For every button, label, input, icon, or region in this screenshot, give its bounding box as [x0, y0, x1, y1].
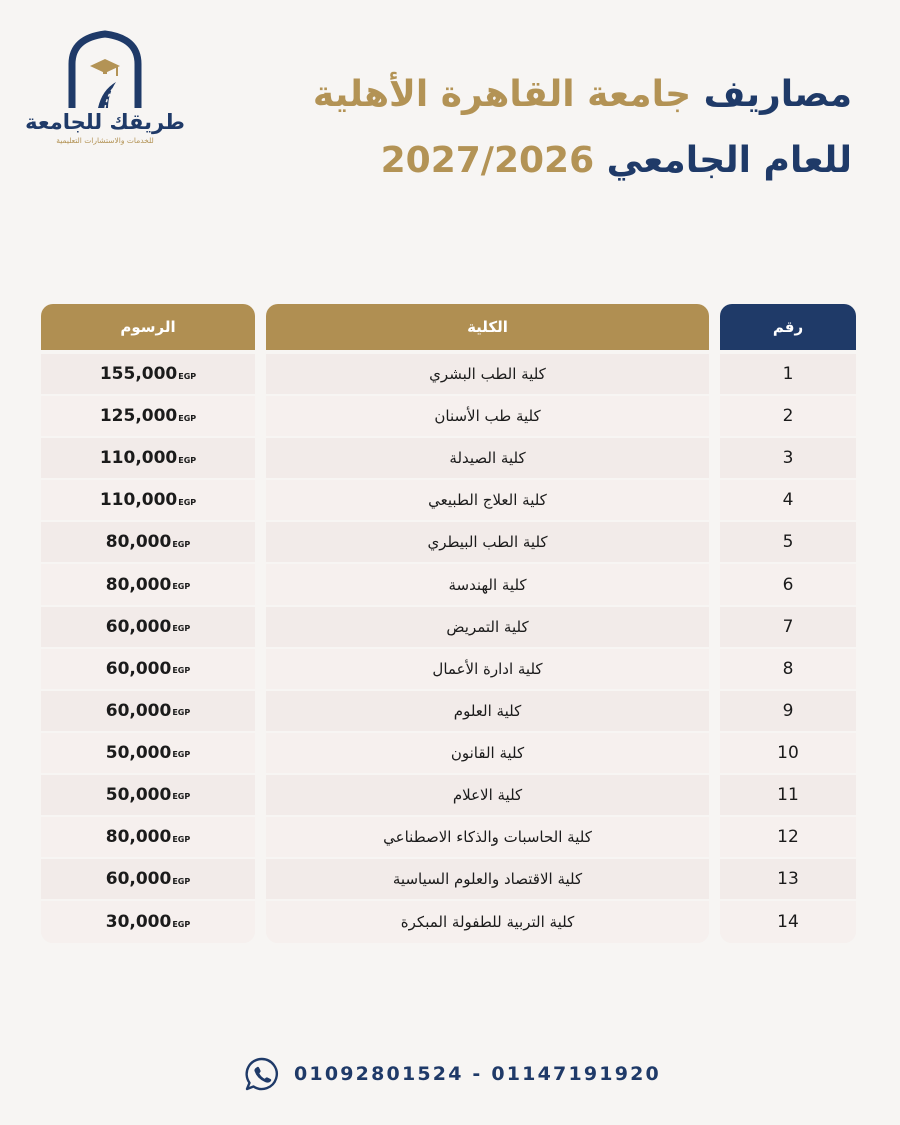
faculty-column-body — [266, 354, 709, 943]
fee-value: 60,000 — [105, 658, 172, 679]
fee-cell — [41, 775, 255, 817]
faculty-name: كلية الهندسة — [266, 564, 709, 606]
currency-label: EGP — [172, 666, 191, 676]
row-number: 1 — [720, 354, 856, 396]
row-number: 2 — [720, 396, 856, 438]
number-column-body — [720, 354, 856, 943]
fee-value: 50,000 — [105, 742, 172, 763]
whatsapp-icon — [244, 1056, 280, 1092]
number-header: رقم — [720, 304, 856, 350]
faculty-name: كلية التربية للطفولة المبكرة — [266, 901, 709, 943]
fee-value: 80,000 — [105, 532, 172, 553]
fee-value: 80,000 — [105, 574, 172, 595]
row-number: 7 — [720, 607, 856, 649]
currency-label: EGP — [172, 624, 191, 634]
brand-name: طريقك للجامعة — [25, 110, 185, 134]
phone-numbers[interactable]: 01092801524 - 01147191920 — [294, 1063, 661, 1085]
fee-value: 60,000 — [105, 700, 172, 721]
fee-cell — [41, 691, 255, 733]
faculty-name: كلية القانون — [266, 733, 709, 775]
page-title — [313, 62, 852, 194]
currency-label: EGP — [172, 750, 191, 760]
contact-footer — [244, 1054, 661, 1094]
fee-cell — [41, 733, 255, 775]
row-number: 4 — [720, 480, 856, 522]
fees-column-body — [41, 354, 255, 943]
fee-value: 110,000 — [99, 490, 178, 511]
fee-cell — [41, 354, 255, 396]
faculty-column — [266, 304, 709, 943]
title-prefix: مصاريف — [691, 74, 852, 115]
row-number: 6 — [720, 564, 856, 606]
fee-cell — [41, 396, 255, 438]
fee-cell — [41, 522, 255, 564]
academic-year: 2027/2026 — [380, 140, 595, 181]
fee-cell — [41, 649, 255, 691]
faculty-name: كلية الطب البيطري — [266, 522, 709, 564]
fee-value: 155,000 — [99, 364, 178, 385]
faculty-name: كلية الحاسبات والذكاء الاصطناعي — [266, 817, 709, 859]
fee-value: 110,000 — [99, 448, 178, 469]
fee-cell — [41, 480, 255, 522]
university-road-icon — [60, 30, 150, 110]
faculty-name: كلية العلاج الطبيعي — [266, 480, 709, 522]
brand-logo — [25, 30, 185, 155]
fees-column — [41, 304, 255, 943]
currency-label: EGP — [172, 708, 191, 718]
row-number: 9 — [720, 691, 856, 733]
currency-label: EGP — [172, 919, 191, 929]
row-number: 14 — [720, 901, 856, 943]
currency-label: EGP — [172, 834, 191, 844]
number-column — [720, 304, 856, 943]
row-number: 10 — [720, 733, 856, 775]
faculty-name: كلية الاقتصاد والعلوم السياسية — [266, 859, 709, 901]
row-number: 12 — [720, 817, 856, 859]
fee-cell — [41, 564, 255, 606]
faculty-name: كلية التمريض — [266, 607, 709, 649]
title-line-2 — [313, 128, 852, 194]
row-number: 11 — [720, 775, 856, 817]
fee-value: 80,000 — [105, 827, 172, 848]
university-name: جامعة القاهرة الأهلية — [312, 74, 692, 115]
currency-label: EGP — [172, 792, 191, 802]
faculty-name: كلية الطب البشري — [266, 354, 709, 396]
row-number: 13 — [720, 859, 856, 901]
faculty-name: كلية الصيدلة — [266, 438, 709, 480]
faculty-name: كلية طب الأسنان — [266, 396, 709, 438]
year-prefix: للعام الجامعي — [594, 140, 852, 181]
faculty-name: كلية ادارة الأعمال — [266, 649, 709, 691]
fee-value: 50,000 — [105, 784, 172, 805]
currency-label: EGP — [172, 582, 191, 592]
fee-value: 30,000 — [105, 912, 172, 933]
fee-cell — [41, 859, 255, 901]
faculty-header: الكلية — [266, 304, 709, 350]
fees-header: الرسوم — [41, 304, 255, 350]
faculty-name: كلية العلوم — [266, 691, 709, 733]
row-number: 5 — [720, 522, 856, 564]
currency-label: EGP — [178, 497, 197, 507]
fee-cell — [41, 901, 255, 943]
fee-cell — [41, 607, 255, 649]
currency-label: EGP — [178, 371, 197, 381]
fee-value: 60,000 — [105, 616, 172, 637]
row-number: 3 — [720, 438, 856, 480]
fee-cell — [41, 438, 255, 480]
fee-cell — [41, 817, 255, 859]
faculty-name: كلية الاعلام — [266, 775, 709, 817]
brand-tagline: للخدمات والاستشارات التعليمية — [56, 136, 154, 145]
currency-label: EGP — [172, 876, 191, 886]
fee-value: 60,000 — [105, 869, 172, 890]
currency-label: EGP — [172, 539, 191, 549]
title-line-1 — [313, 62, 852, 128]
fee-value: 125,000 — [99, 406, 178, 427]
currency-label: EGP — [178, 455, 197, 465]
row-number: 8 — [720, 649, 856, 691]
currency-label: EGP — [178, 413, 197, 423]
